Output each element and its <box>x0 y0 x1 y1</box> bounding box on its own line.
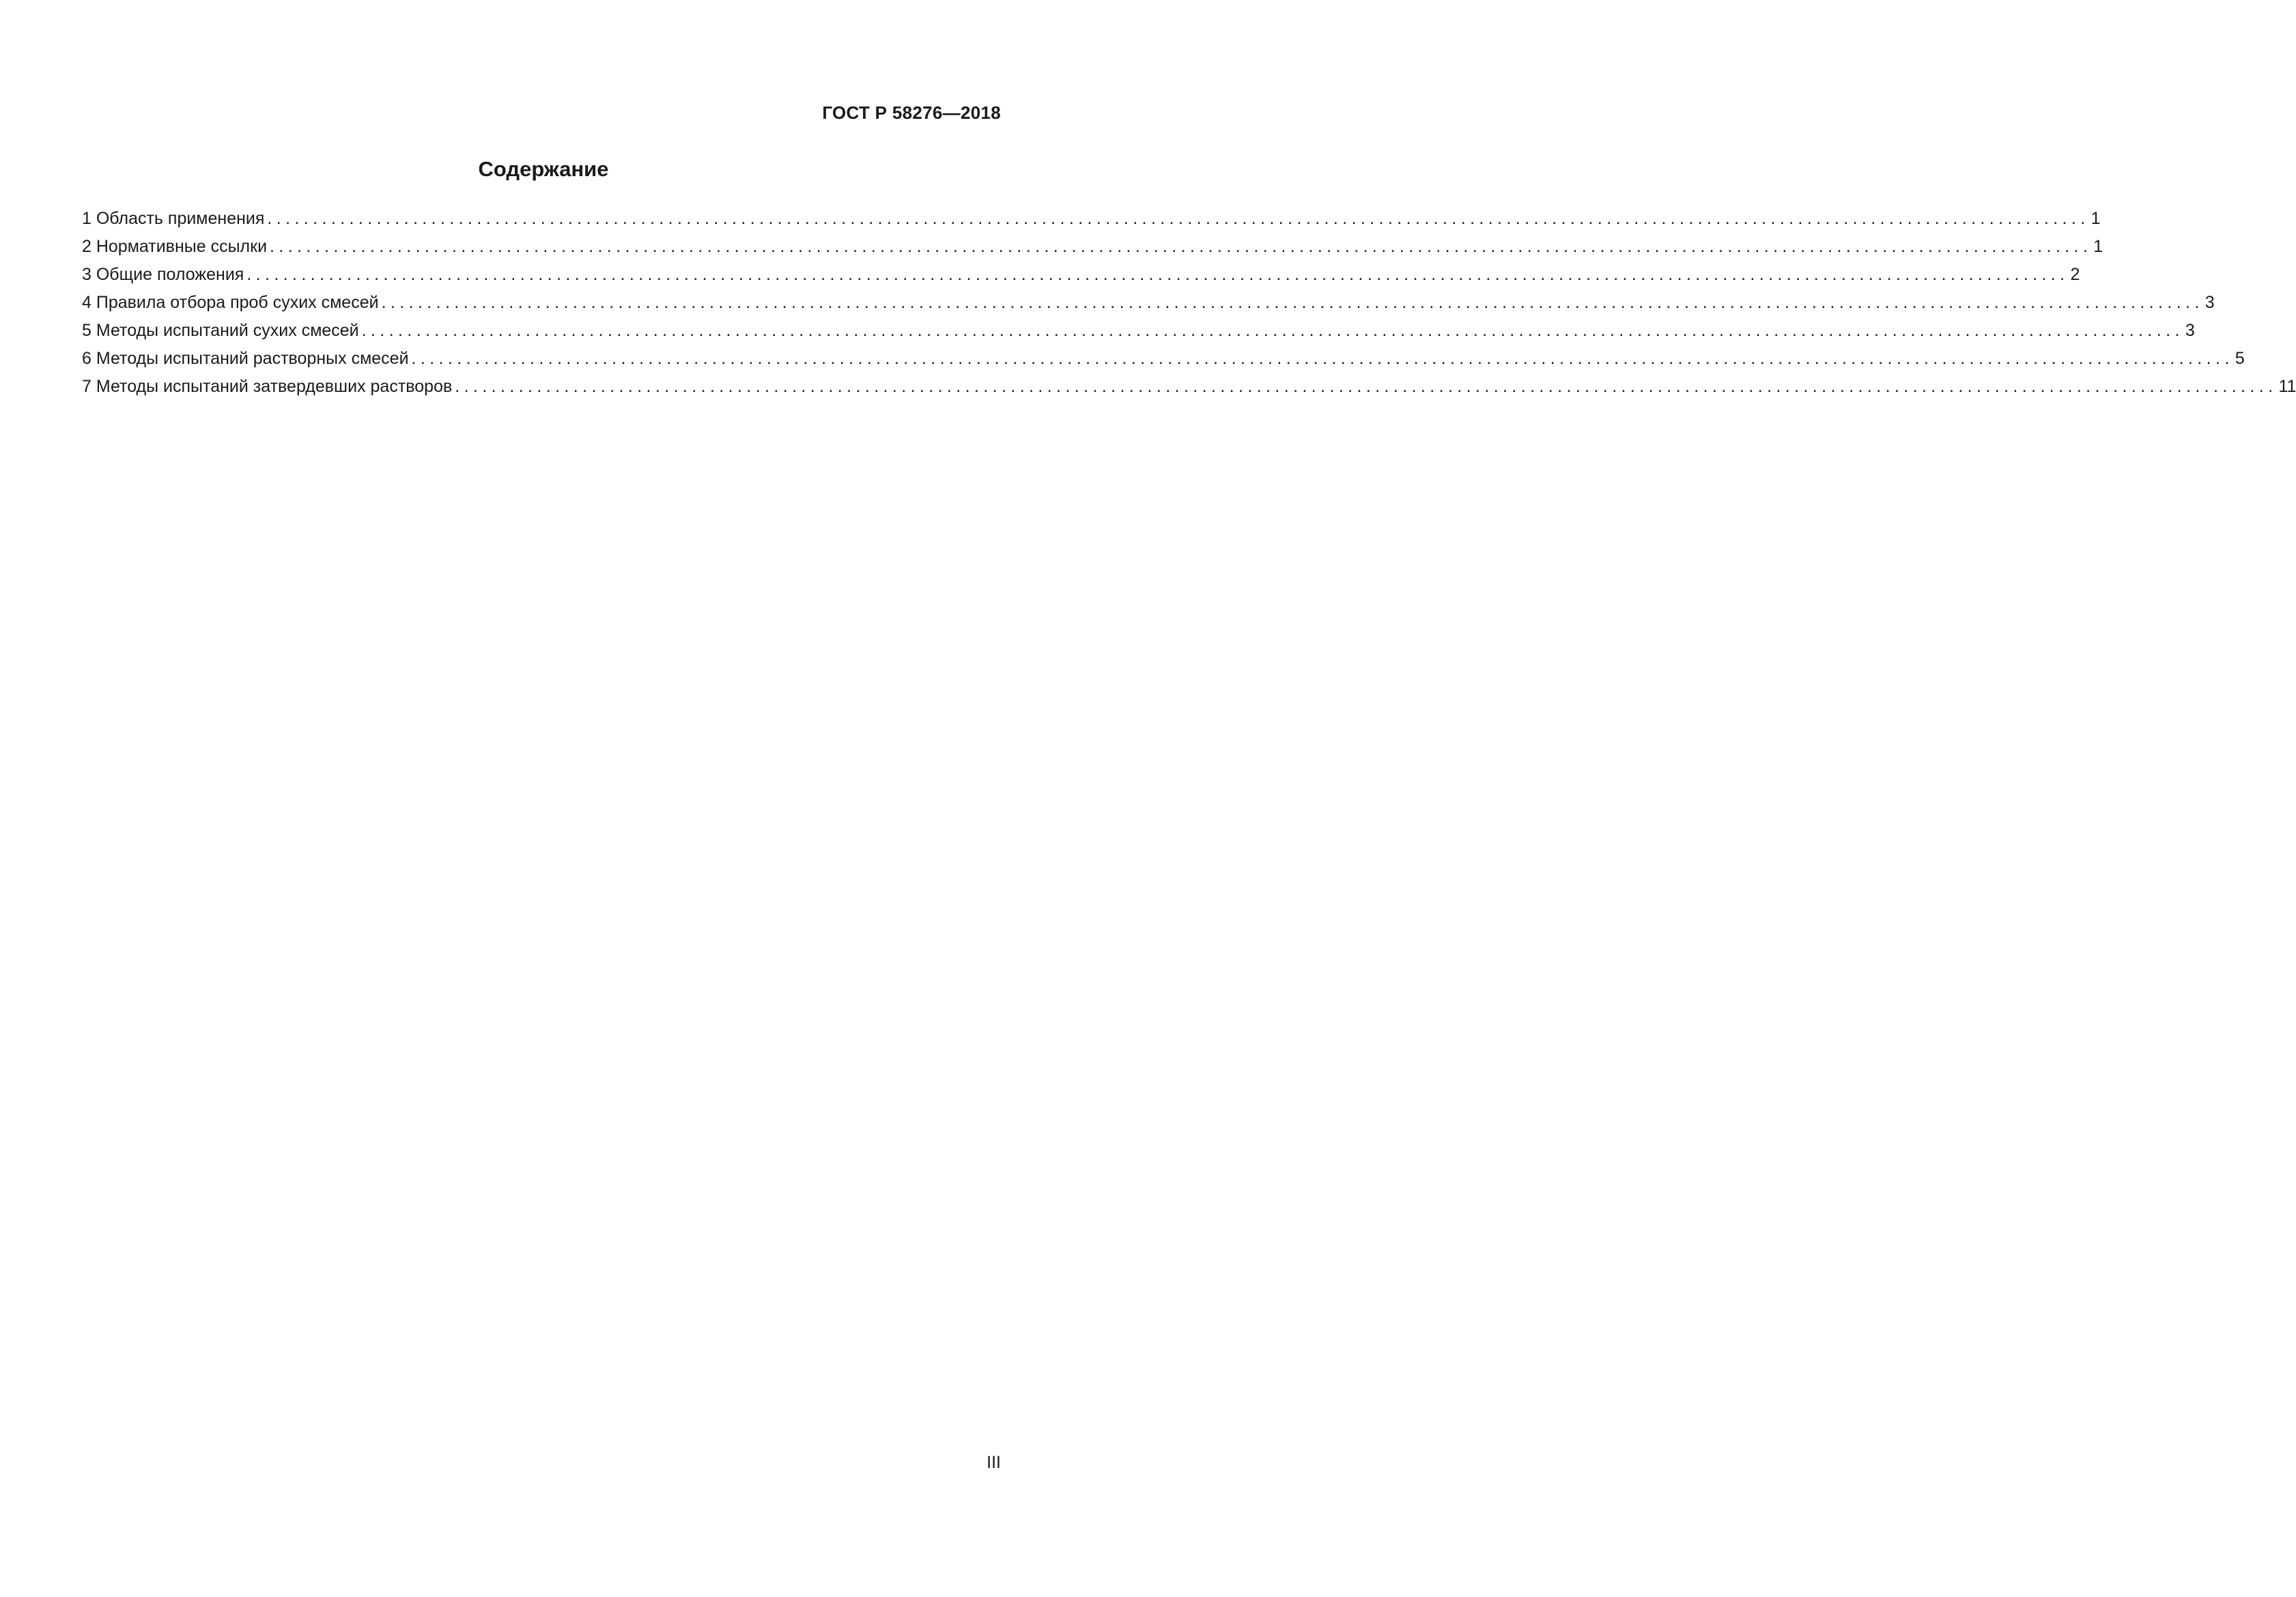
toc-entry-label: 6 Методы испытаний растворных смесей <box>82 349 409 368</box>
page-number: III <box>987 1453 1001 1472</box>
toc-dot-leader: ........................................................................................................................................................................................................ <box>381 293 2204 312</box>
toc-entry-1[interactable] <box>82 205 2101 233</box>
table-of-contents <box>82 205 2296 401</box>
toc-dot-leader: ........................................................................................................................................................................................................ <box>246 265 2069 284</box>
toc-entry-4[interactable] <box>82 289 2215 317</box>
toc-entry-page: 1 <box>2091 209 2101 228</box>
toc-dot-leader: ........................................................................................................................................................................................................ <box>361 321 2184 340</box>
toc-entry-5[interactable] <box>82 317 2195 345</box>
toc-dot-leader: ........................................................................................................................................................................................................ <box>411 349 2234 368</box>
toc-entry-2[interactable] <box>82 233 2103 261</box>
toc-entry-page: 11 <box>2278 377 2296 396</box>
toc-entry-label: 3 Общие положения <box>82 265 244 284</box>
toc-entry-3[interactable] <box>82 261 2080 289</box>
toc-entry-page: 5 <box>2235 349 2245 368</box>
toc-entry-label: 2 Нормативные ссылки <box>82 237 268 256</box>
toc-entry-page: 3 <box>2185 321 2195 340</box>
toc-dot-leader: ........................................................................................................................................................................................................ <box>267 209 2090 228</box>
toc-dot-leader: ........................................................................................................................................................................................................ <box>455 377 2278 396</box>
document-code: ГОСТ Р 58276—2018 <box>822 102 1001 123</box>
toc-entry-page: 3 <box>2205 293 2215 312</box>
toc-entry-label: 4 Правила отбора проб сухих смесей <box>82 293 379 312</box>
toc-entry-label: 1 Область применения <box>82 209 265 228</box>
toc-title: Содержание <box>478 157 609 181</box>
toc-entry-7[interactable] <box>82 373 2296 401</box>
toc-entry-6[interactable] <box>82 345 2245 373</box>
toc-dot-leader: ........................................................................................................................................................................................................ <box>270 237 2093 256</box>
toc-entry-page: 2 <box>2070 265 2080 284</box>
toc-entry-label: 5 Методы испытаний сухих смесей <box>82 321 359 340</box>
toc-entry-page: 1 <box>2093 237 2103 256</box>
toc-entry-label: 7 Методы испытаний затвердевших растворов <box>82 377 453 396</box>
